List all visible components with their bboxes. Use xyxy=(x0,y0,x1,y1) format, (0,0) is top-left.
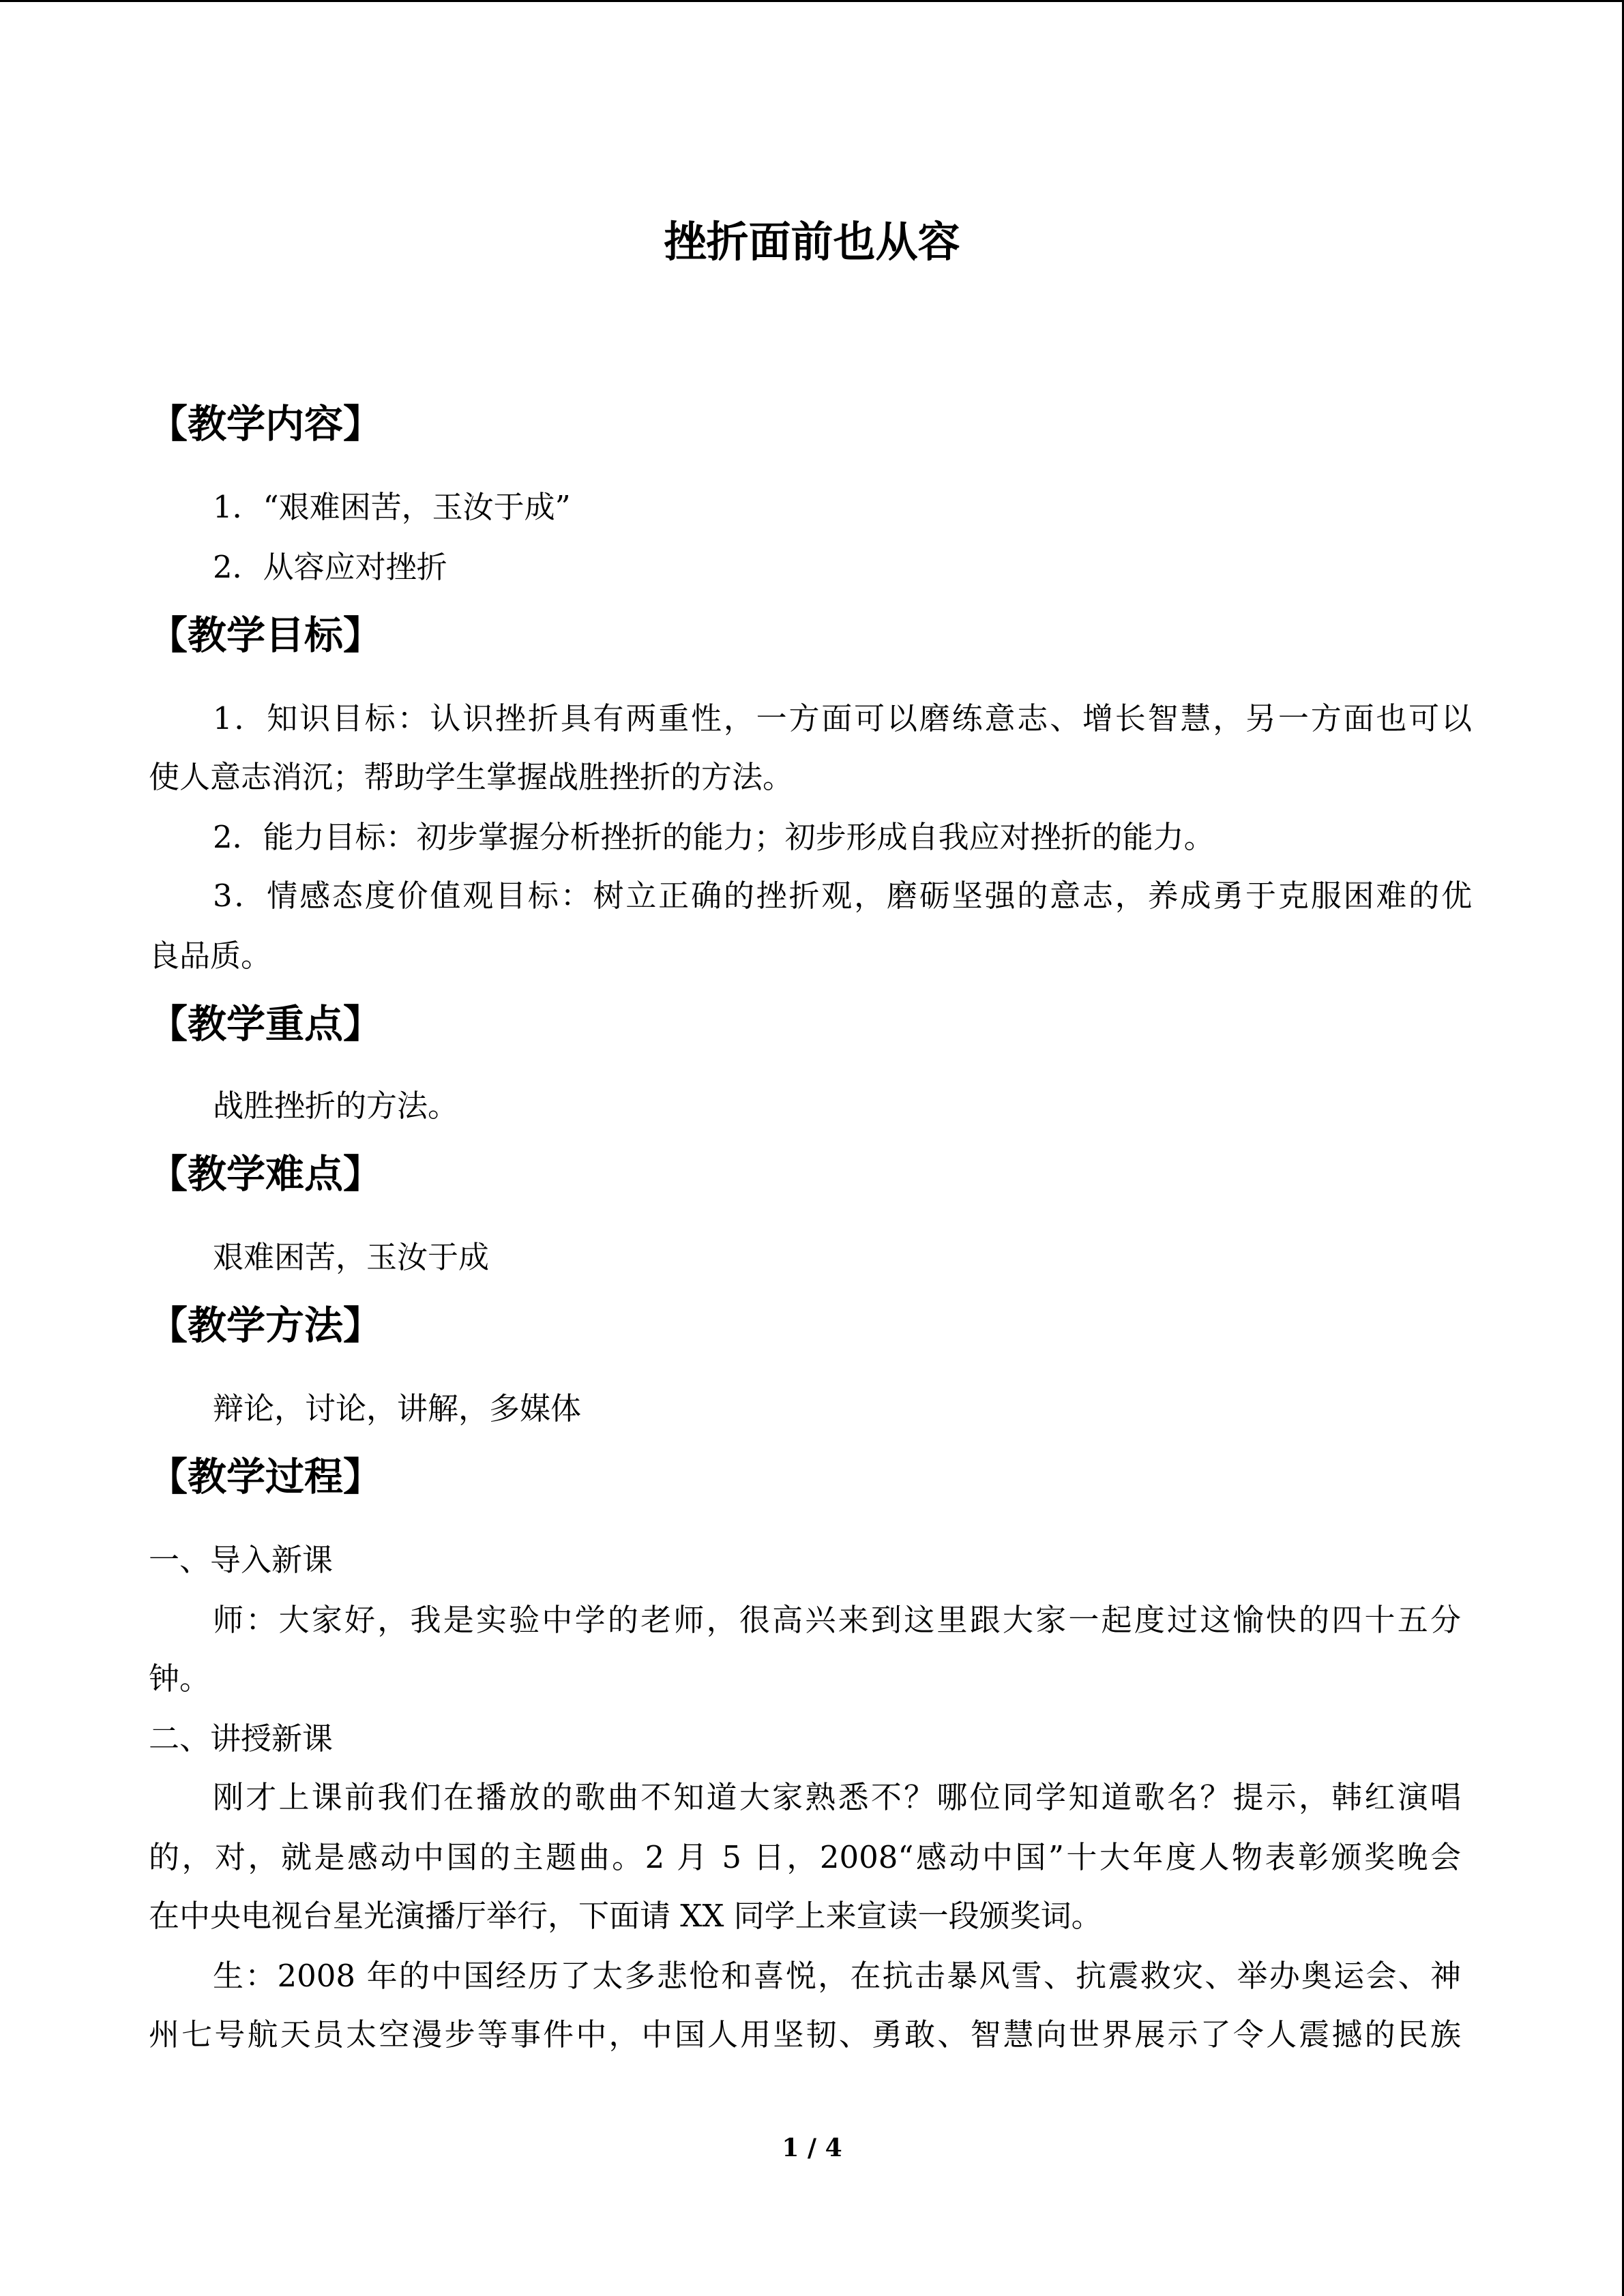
goal-ability: 2．能力目标：初步掌握分析挫折的能力；初步形成自我应对挫折的能力。 xyxy=(213,819,1215,855)
goal-emotion-line-2: 良品质。 xyxy=(149,938,272,974)
process-paragraph-2-line-1: 生：2008 年的中国经历了太多悲怆和喜悦，在抗击暴风雪、抗震救灾、举办奥运会、神 xyxy=(213,1958,1461,1994)
process-paragraph-1-line-3: 在中央电视台星光演播厅举行，下面请 XX 同学上来宣读一段颁奖词。 xyxy=(149,1898,1102,1934)
goal-knowledge-line-1: 1．知识目标：认识挫折具有两重性，一方面可以磨练意志、增长智慧，另一方面也可以 xyxy=(213,700,1472,736)
process-paragraph-1-line-1: 刚才上课前我们在播放的歌曲不知道大家熟悉不？哪位同学知道歌名？提示，韩红演唱 xyxy=(213,1779,1461,1815)
document-title: 挫折面前也从容 xyxy=(664,217,960,267)
methods-text: 辩论，讨论，讲解，多媒体 xyxy=(213,1390,582,1427)
heading-key-points: 【教学重点】 xyxy=(149,1002,382,1047)
heading-teaching-goals: 【教学目标】 xyxy=(149,613,382,658)
process-step-1-line-1: 师：大家好，我是实验中学的老师，很高兴来到这里跟大家一起度过这愉快的四十五分 xyxy=(213,1602,1461,1638)
page-top-border xyxy=(0,0,1624,2)
heading-methods: 【教学方法】 xyxy=(149,1303,382,1348)
difficulties-text: 艰难困苦，玉汝于成 xyxy=(213,1239,490,1275)
goal-emotion-line-1: 3．情感态度价值观目标：树立正确的挫折观，磨砺坚强的意志，养成勇于克服困难的优 xyxy=(213,878,1472,914)
process-step-2-title: 二、讲授新课 xyxy=(149,1720,334,1757)
process-step-1-title: 一、导入新课 xyxy=(149,1542,334,1578)
process-step-1-line-2: 钟。 xyxy=(149,1660,211,1697)
heading-teaching-content: 【教学内容】 xyxy=(149,402,382,447)
heading-process: 【教学过程】 xyxy=(149,1455,382,1500)
process-paragraph-2-line-2: 州七号航天员太空漫步等事件中，中国人用坚韧、勇敢、智慧向世界展示了令人震撼的民族 xyxy=(149,2016,1461,2053)
content-item-2: 2．从容应对挫折 xyxy=(213,549,447,585)
content-item-1: 1．“艰难困苦，玉汝于成” xyxy=(213,489,571,525)
process-paragraph-1-line-2: 的，对，就是感动中国的主题曲。2 月 5 日，2008“感动中国”十大年度人物表彰颁奖晚会 xyxy=(149,1839,1461,1875)
goal-knowledge-line-2: 使人意志消沉；帮助学生掌握战胜挫折的方法。 xyxy=(149,759,794,795)
page-number: 1 / 4 xyxy=(782,2134,842,2162)
key-points-text: 战胜挫折的方法。 xyxy=(213,1088,459,1124)
heading-difficulties: 【教学难点】 xyxy=(149,1152,382,1197)
